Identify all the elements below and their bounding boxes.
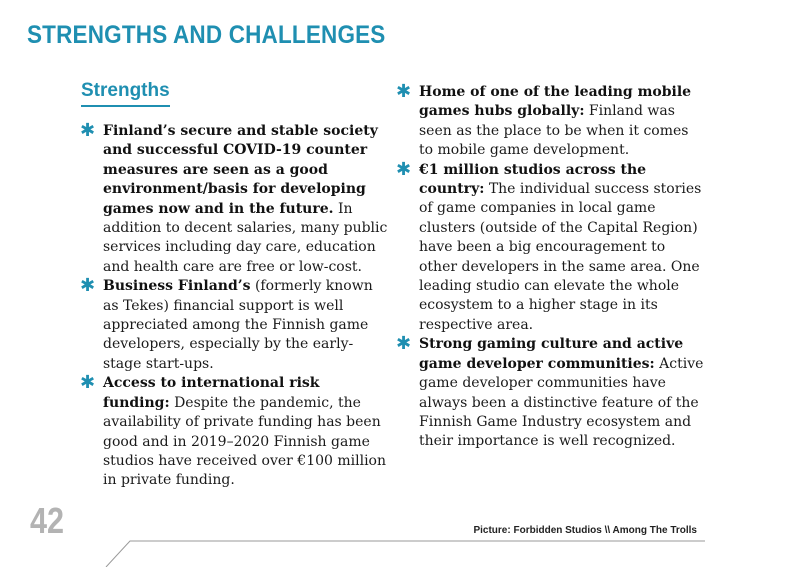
strength-item-text: (formerly known as Tekes) financial support is well appreciated among the Finnish game developers, especially by the early-stage start-ups.	[103, 278, 373, 372]
picture-caption: Picture: Forbidden Studios \\ Among The Trolls	[473, 525, 697, 536]
asterisk-icon: ✱	[396, 81, 412, 102]
strength-item-title: Business Finland’s	[103, 278, 251, 295]
strength-item-title: Strong gaming culture and active game developer communities:	[419, 336, 684, 372]
strength-item-title: Finland’s secure and stable society and successful COVID-19 counter measures are seen as a good environment/basis for developing games now and in the future.	[103, 123, 378, 217]
strength-item-text: Finland was seen as the place to be when it comes to mobile game development.	[419, 103, 689, 159]
page-title: STRENGTHS AND CHALLENGES	[27, 21, 386, 49]
strength-item-title: €1 million studios across the country:	[419, 161, 647, 198]
asterisk-icon: ✱	[396, 158, 412, 180]
strength-item-text: Active game developer communities have always been a distinctive feature of the Finnish Game Industry ecosystem and their importance is well recognized.	[419, 355, 704, 450]
asterisk-icon: ✱	[80, 120, 96, 141]
asterisk-icon: ✱	[80, 275, 96, 297]
strength-item-title: Access to international risk funding:	[103, 375, 320, 411]
strength-item-text: In addition to decent salaries, many public services including day care, education and health care are free or low-cost.	[103, 200, 388, 275]
strength-item-text: The individual success stories of game companies in local game clusters (outside of the Capital Region) have been a big encouragement to other developers in the same area. One leading studio can elevate the whole ecosystem to a higher stage in its respective area.	[419, 181, 702, 333]
section-heading-strengths: Strengths	[81, 80, 170, 107]
strength-item-title: Home of one of the leading mobile games hubs globally:	[419, 84, 692, 120]
asterisk-icon: ✱	[80, 372, 96, 394]
page-number: 42	[30, 500, 65, 541]
asterisk-icon: ✱	[396, 333, 412, 355]
strength-item-text: Despite the pandemic, the availability of private funding has been good and in 2019–2020 Finnish game studios have received over €100 million in private funding.	[103, 394, 387, 489]
